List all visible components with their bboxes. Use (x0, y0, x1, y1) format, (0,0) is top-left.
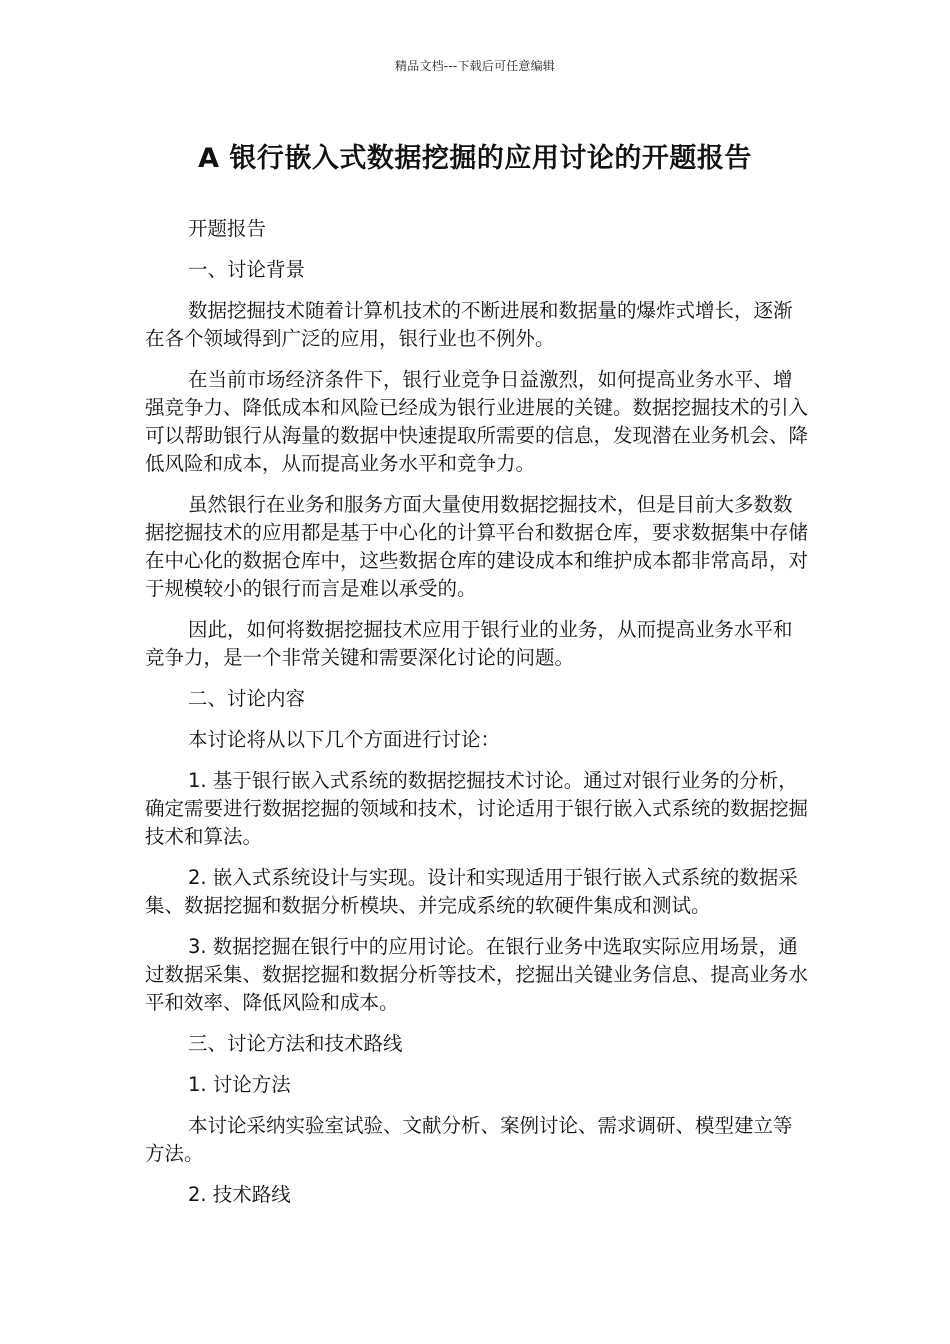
list-item-content-1: 1. 基于银行嵌入式系统的数据挖掘技术讨论。通过对银行业务的分析，确定需要进行数据挖掘的领域和技术，讨论适用于银行嵌入式系统的数据挖掘技术和算法。 (145, 769, 809, 848)
paragraph-content-intro: 本讨论将从以下几个方面进行讨论： (188, 728, 501, 751)
subheading-tech-route: 2. 技术路线 (188, 1183, 291, 1206)
paragraph-background-4: 因此，如何将数据挖掘技术应用于银行业的业务，从而提高业务水平和竞争力，是一个非常关键和需要深化讨论的问题。 (145, 618, 793, 669)
heading-background: 一、讨论背景 (188, 258, 306, 281)
heading-methods: 三、讨论方法和技术路线 (188, 1032, 403, 1055)
paragraph-background-2: 在当前市场经济条件下，银行业竞争日益激烈，如何提高业务水平、增强竞争力、降低成本和风险已经成为银行业进展的关键。数据挖掘技术的引入可以帮助银行从海量的数据中快速提取所需要的信息，发现潜在业务机会、降低风险和成本，从而提高业务水平和竞争力。 (145, 368, 809, 475)
page-header-note: 精品文档---下载后可任意编辑 (395, 59, 555, 73)
heading-content: 二、讨论内容 (188, 687, 306, 710)
paragraph-methods: 本讨论采纳实验室试验、文献分析、案例讨论、需求调研、模型建立等方法。 (145, 1114, 793, 1165)
list-item-content-3: 3. 数据挖掘在银行中的应用讨论。在银行业务中选取实际应用场景，通过数据采集、数据挖掘和数据分析等技术，挖掘出关键业务信息、提高业务水平和效率、降低风险和成本。 (145, 935, 809, 1014)
section-label-report: 开题报告 (188, 217, 267, 240)
document-title: A 银行嵌入式数据挖掘的应用讨论的开题报告 (198, 143, 752, 174)
document-body (145, 215, 810, 1222)
paragraph-background-1: 数据挖掘技术随着计算机技术的不断进展和数据量的爆炸式增长，逐渐在各个领域得到广泛的应用，银行业也不例外。 (145, 299, 793, 350)
subheading-methods: 1. 讨论方法 (188, 1073, 291, 1096)
list-item-content-2: 2. 嵌入式系统设计与实现。设计和实现适用于银行嵌入式系统的数据采集、数据挖掘和数据分析模块、并完成系统的软硬件集成和测试。 (145, 866, 798, 917)
paragraph-background-3: 虽然银行在业务和服务方面大量使用数据挖掘技术，但是目前大多数数据挖掘技术的应用都是基于中心化的计算平台和数据仓库，要求数据集中存储在中心化的数据仓库中，这些数据仓库的建设成本和维护成本都非常高昂，对于规模较小的银行而言是难以承受的。 (145, 493, 809, 600)
